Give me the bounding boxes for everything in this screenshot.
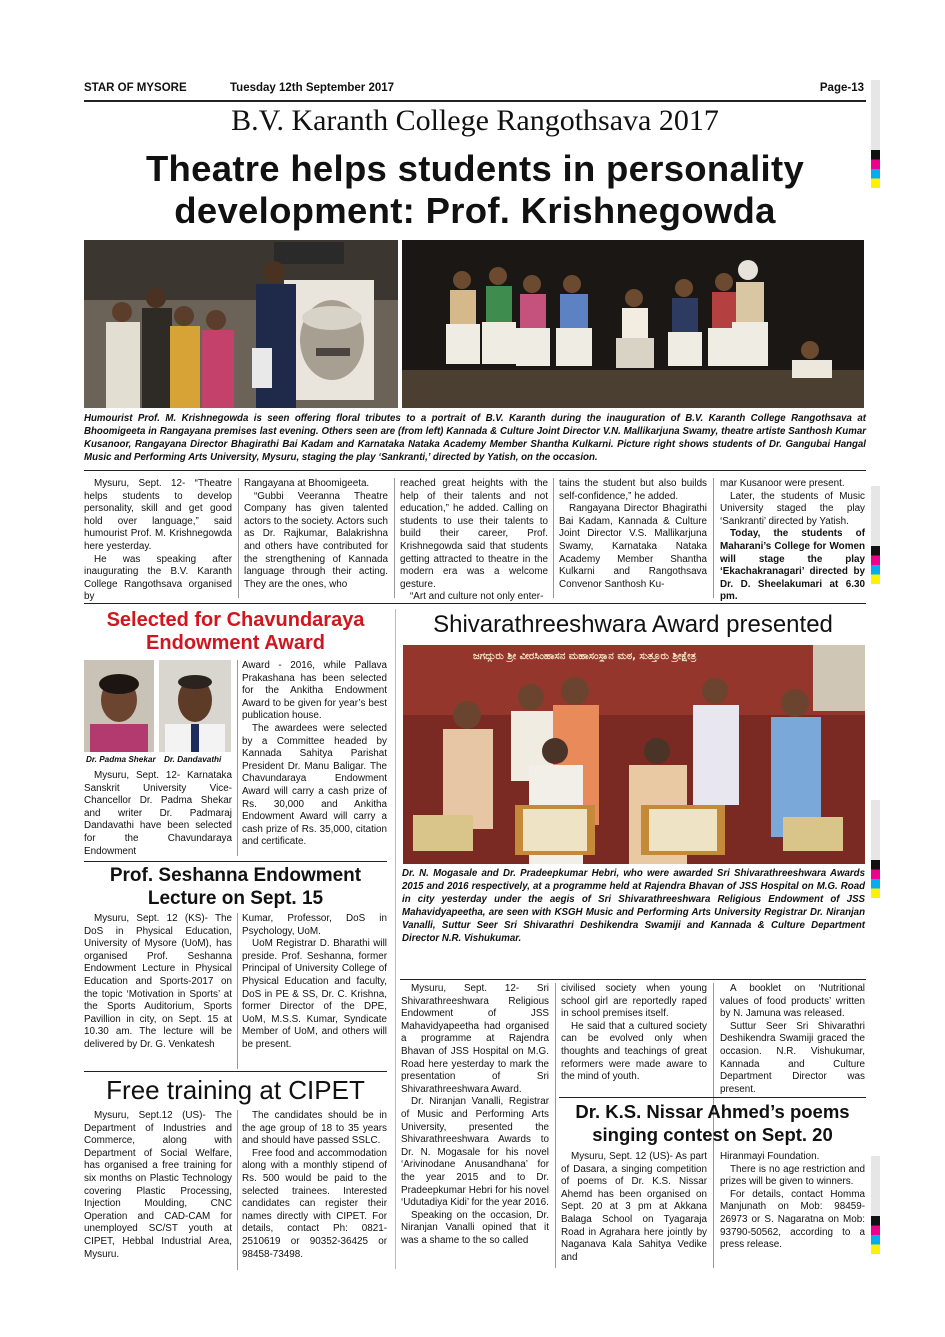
main-story-col-1 (84, 478, 232, 604)
paragraph: Mysuru, Sept. 12 (US)- As part of Dasara, a singing competition of poems of Dr. K.S. Nissar Ahemd has been organised on Sept. 20 at 3 pm at Akkana Balaga School on Tyagaraja Road in Agrahara here jointly by Naganava Kala Sahitya Vedike and (561, 1151, 707, 1263)
award-ceremony-photo (403, 645, 865, 864)
color-bar (871, 546, 880, 584)
paragraph: Speaking on the occasion, Dr. Niranjan Vanalli opined that it was a shame to the so called (401, 1209, 549, 1246)
paragraph: Mysuru, Sept.12 (US)- The Department of Industries and Commerce, along with Department of Social Welfare, has organised a free training for six months on Plastic Technology covering Plastic Processing, Injection Moulding, CNC Operation and CAD-CAM for unemployed SC/ST youth at CIPET, Hebbal Industrial Area, Mysuru. (84, 1110, 232, 1260)
issue-date: Tuesday 12th September 2017 (230, 82, 395, 94)
headline-line-2: development: Prof. Krishnegowda (174, 190, 776, 231)
paragraph-bold: Today, the students of Maharani’s College for Women will stage the play ‘Ekachakranagari’ directed by Dr. D. Sheelakumari at 6.30 pm. (720, 528, 865, 603)
paragraph: For details, contact Homma Manjunath on Mob: 98459-26973 or S. Nagaratna on Mob: 93790-50562, according to a press release. (720, 1188, 865, 1251)
main-story-col-5 (720, 478, 865, 604)
column-divider (237, 1110, 238, 1270)
paper-name: STAR OF MYSORE (84, 82, 187, 94)
portrait-dandavathi (159, 660, 231, 752)
paragraph: There is no age restriction and prizes will be given to winners. (720, 1163, 865, 1188)
nissar-headline-line-2: singing contest on Sept. 20 (592, 1124, 833, 1145)
section-rule (84, 1071, 387, 1072)
registration-bar (871, 1156, 880, 1216)
column-divider (237, 660, 238, 856)
award-headline (84, 609, 387, 655)
nissar-headline (559, 1100, 866, 1146)
section-rule (84, 603, 866, 604)
cipet-headline: Free training at CIPET (106, 1075, 365, 1105)
paragraph: tains the student but also builds self-confidence,” he added. (559, 478, 707, 502)
color-bar (871, 150, 880, 188)
masthead (84, 82, 866, 100)
cipet-col-1 (84, 1110, 232, 1261)
nissar-headline-line-1: Dr. K.S. Nissar Ahmed’s poems (575, 1101, 850, 1122)
section-rule (84, 861, 387, 862)
registration-bar (871, 800, 880, 860)
nissar-col-2 (720, 1151, 865, 1252)
shiva-col-3 (720, 983, 865, 1096)
main-story-col-4 (559, 478, 707, 591)
inauguration-photo (84, 240, 398, 408)
caption-rule (84, 470, 866, 471)
paragraph: A booklet on ‘Nutritional values of food products’ written by N. Jamuna was released. (720, 983, 865, 1020)
headline-line-1: Theatre helps students in personality (145, 148, 805, 189)
paragraph: The awardees were selected by a Committee headed by Kannada Sahitya Parishat President Dr. Manu Baligar. The Chavundaraya Endowment Award will carry a cash prize of Rs. 30,000 and Ankitha Endowment Award will carry a cash prize of Rs. 35,000, citation and certificate. (242, 722, 387, 848)
paragraph: Dr. Niranjan Vanalli, Registrar of Music and Performing Arts University, presented the Shivarathreeshwara Awards to Dr. N. Mogasale for his novel ‘Arivinodane Anusandhana’ for the year 2015 and to Dr. Pradeepkumar Hebri for his novel ‘Udutadiya Kidi’ for the year 2016. (401, 1096, 549, 1209)
award-headline-line-2: Endowment Award (146, 632, 325, 654)
paragraph: Mysuru, Sept. 12- “Theatre helps students to develop personality, skill and get good hold over language,” said humourist Prof. M. Krishnegowda here yesterday. (84, 478, 232, 552)
paragraph: Hiranmayi Foundation. (720, 1151, 820, 1162)
column-divider (394, 478, 395, 598)
nissar-col-1 (561, 1151, 707, 1264)
seshanna-headline (84, 864, 387, 910)
section-divider (395, 609, 396, 1269)
seshanna-col-2 (242, 913, 387, 1052)
registration-bar (871, 486, 880, 546)
column-divider (238, 478, 239, 598)
award-col-2 (242, 660, 387, 849)
paragraph: mar Kusanoor were present. (720, 478, 845, 489)
portrait-padma-shekar (84, 660, 154, 752)
registration-bar (871, 80, 880, 150)
portrait-name-2: Dr. Dandavathi (164, 755, 222, 764)
paragraph: He was speaking after inaugurating the B.V. Karanth College Rangothsava organised by (84, 553, 232, 603)
paragraph: Rangayana at Bhoomigeeta. (244, 478, 370, 489)
ceremony-banner-text: ಜಗದ್ಗುರು ಶ್ರೀ ವೀರಸಿಂಹಾಸನ ಮಹಾಸಂಸ್ಥಾನ ಮಠ, ಸುತ್ತೂರು ಶ್ರೀಕ್ಷೇತ್ರ (473, 651, 697, 662)
paragraph: Suttur Seer Sri Shivarathri Deshikendra Swamiji graced the occasion. N.R. Vishukumar, Kannada and Culture Department Director was present. (720, 1020, 865, 1095)
column-divider (713, 478, 714, 598)
paragraph: Rangayana Director Bhagirathi Bai Kadam, Kannada & Culture Joint Director V.S. Mallikarjuna Swamy, Karnataka Nataka Academy Member Shantha Kulkarni and Rangothsava Convenor Santhosh Ku- (559, 503, 707, 590)
column-divider (237, 913, 238, 1069)
paragraph: UoM Registrar D. Bharathi will preside. Prof. Seshanna, former Principal of University College of Physical Education and faculty, DoS in PE & SS, Dr. C. Krishna, former Director of the DPE, UoM, M.S.S. Kumar, Syndicate Member of UoM, and others will be present. (242, 938, 387, 1050)
award-headline-line-1: Selected for Chavundaraya (106, 609, 365, 631)
paragraph: Mysuru, Sept. 12- Sri Shivarathreeshwara Religious Endowment of JSS Mahavidyapeetha had organised a programme at Rajendra Bhavan of JSS Hospital on M.G. Road here yesterday to mark the presentation of Sri Shivarathreeshwara Award. (401, 983, 549, 1095)
award-col-1 (84, 770, 232, 858)
headline (84, 148, 866, 232)
seshanna-col-1 (84, 913, 232, 1052)
shiva-headline: Shivarathreeshwara Award presented (433, 611, 833, 638)
page-number: Page-13 (819, 82, 864, 94)
paragraph: Free food and accommodation along with a monthly stipend of Rs. 500 would be paid to the selected trainees. Interested candidates can register their names directly with CIPET. For details, contact Ph: 0821-2510619 or 90352-36425 or 98458-73498. (242, 1147, 387, 1260)
main-story-col-3 (400, 478, 548, 604)
masthead-rule (84, 100, 866, 102)
paragraph: reached great heights with the help of their talents and not education,” he added. Calling on students to use their talents to build their career, Prof. Krishnegowda said that students getting attracted to theatre in the modern era was a welcome gesture. (400, 478, 548, 590)
seshanna-headline-line-2: Lecture on Sept. 15 (147, 888, 324, 909)
seshanna-headline-line-1: Prof. Seshanna Endowment (109, 865, 362, 886)
cipet-col-2 (242, 1110, 387, 1261)
kicker: B.V. Karanth College Rangothsava 2017 (231, 104, 719, 137)
column-divider (553, 478, 554, 598)
main-story-col-2 (244, 478, 388, 591)
paragraph: Mysuru, Sept. 12- Karnataka Sanskrit University Vice-Chancellor Dr. Padma Shekar and writer Dr. Padmaraj Dandavathi have been selected for the Chavundaraya Endowment (84, 770, 232, 857)
column-divider (555, 983, 556, 1268)
color-bar (871, 1216, 880, 1254)
paragraph: Mysuru, Sept. 12 (KS)- The DoS in Physical Education, University of Mysore (UoM), has organised Prof. Seshanna Endowment Lecture in Physical Education and Sports-2017 on the topic ‘Motivation in Sports’ at the Sports Auditorium, Sports Pavillion in city, on Sept. 15 at 10.30 am. The lecture will be delivered by Dr. G. Venkatesh (84, 913, 232, 1050)
paragraph: Kumar, Professor, DoS in Psychology, UoM. (242, 913, 387, 937)
color-bar (871, 860, 880, 898)
paragraph: He said that a cultured society can be evolved only when thoughts and teachings of great reformers were made aware to the mind of youth. (561, 1020, 707, 1083)
paragraph: “Art and culture not only enter- (410, 591, 544, 603)
portrait-name-1: Dr. Padma Shekar (86, 755, 156, 764)
shiva-photo-caption: Dr. N. Mogasale and Dr. Pradeepkumar Hebri, who were awarded Sri Shivarathreeshwara Awards 2015 and 2016 respectively, at a programme held at Rajendra Bhavan of JSS Hospital on M.G. Road in city yesterday under the aegis of Sri Shivarathreeshwara Religious Endowment of JSS Mahavidyapeetha, are seen with KSGH Music and Performing Arts University Registrar Dr. Niranjan Vanalli, Suttur Seer Sri Shivarathri Deshikendra Swamiji and Kannada & Culture Department Director N.R. Vishukumar. (402, 868, 865, 944)
paragraph: “Gubbi Veeranna Theatre Company has given talented actors to the society. Actors such as Dr. Rajkumar, Balakrishna and others have contributed for the strengthening of Kannada language through their acting. They are the ones, who (244, 490, 388, 590)
shiva-col-2 (561, 983, 707, 1084)
caption-rule (400, 979, 866, 980)
main-photo-caption: Humourist Prof. M. Krishnegowda is seen offering floral tributes to a portrait of B.V. Karanth during the inauguration of B.V. Karanth College Rangothsava at Bhoomigeeta in Rangayana premises last evening. Others seen are (from left) Kannada & Culture Joint Director V.N. Mallikarjuna Swamy, theatre artiste Santhosh Kumar Kusanoor, Rangayana Director Bhagirathi Bai Kadam and Karnataka Nataka Academy Member Shantha Kulkarni. Picture right shows students of Dr. Gangubai Hangal Music and Performing Arts University, Mysuru, staging the play ‘Sankranti,’ directed by Yatish, on the occasion. (84, 413, 866, 463)
paragraph: The candidates should be in the age group of 18 to 35 years and should have passed SSLC. (242, 1110, 387, 1147)
paragraph: Award - 2016, while Pallava Prakashana has been selected for the Ankitha Endowment Award to be given for year’s best publication house. (242, 660, 387, 722)
paragraph: Later, the students of Music University staged the play ‘Sankranti’ directed by Yatish. (720, 490, 865, 527)
section-rule (559, 1097, 866, 1098)
play-photo (402, 240, 864, 408)
shiva-col-1 (401, 983, 549, 1247)
paragraph: civilised society when young school girl are reportedly raped in school premises itself. (561, 983, 707, 1020)
